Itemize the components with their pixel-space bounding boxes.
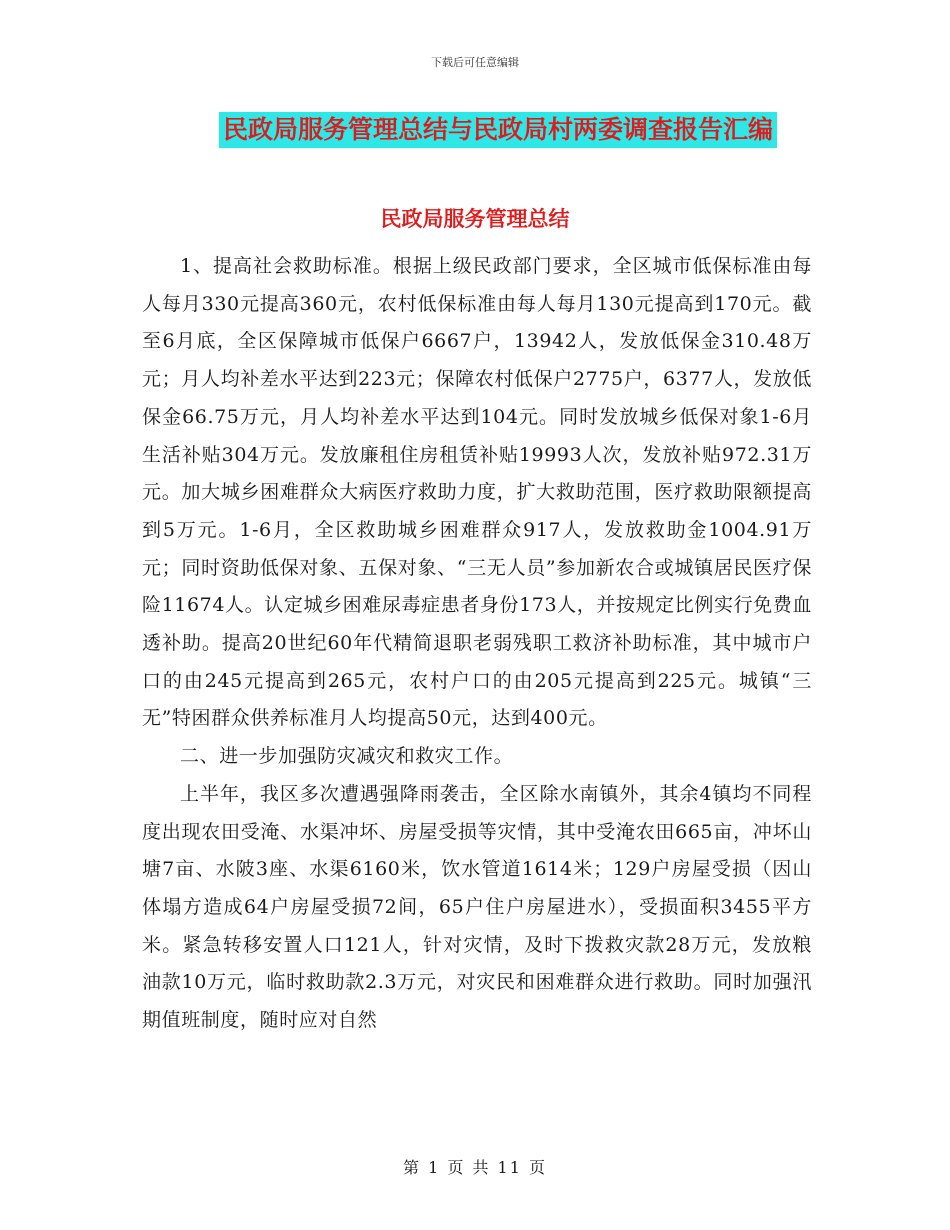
- header-note: 下载后可任意编辑: [431, 56, 519, 69]
- document-body: [142, 248, 812, 1040]
- paragraph-2: 二、进一步加强防灾减灾和救灾工作。: [180, 745, 514, 768]
- paragraph-1: 1、提高社会救助标准。根据上级民政部门要求，全区城市低保标准由每人每月330元提高360元，农村低保标准由每人每月130元提高到170元。截至6月底，全区保障城市低保户6667户，13942人，发放低保金310.48万元；月人均补差水平达到223元；保障农村低保户2775户，6377人，发放低保金66.75万元，月人均补差水平达到104元。同时发放城乡低保对象1-6月生活补贴304万元。发放廉租住房租赁补贴19993人次，发放补贴972.31万元。加大城乡困难群众大病医疗救助力度，扩大救助范围，医疗救助限额提高到5万元。1-6月，全区救助城乡困难群众917人，发放救助金1004.91万元；同时资助低保对象、五保对象、“三无人员”参加新农合或城镇居民医疗保险11674人。认定城乡困难尿毒症患者身份173人，并按规定比例实行免费血透补助。提高20世纪60年代精简退职老弱残职工救济补助标准，其中城市户口的由245元提高到265元，农村户口的由205元提高到225元。城镇“三无”特困群众供养标准月人均提高50元，达到400元。: [142, 255, 812, 730]
- main-title-wrap: [0, 112, 950, 148]
- page-footer: 第 1 页 共 11 页: [403, 1158, 547, 1177]
- document-title: 民政局服务管理总结与民政局村两委调查报告汇编: [219, 112, 777, 148]
- paragraph-3: 上半年，我区多次遭遇强降雨袭击，全区除水南镇外，其余4镇均不同程度出现农田受淹、水渠冲坏、房屋受损等灾情，其中受淹农田665亩，冲坏山塘7亩、水陂3座、水渠6160米，饮水管道1614米；129户房屋受损（因山体塌方造成64户房屋受损72间，65户住户房屋进水），受损面积3455平方米。紧急转移安置人口121人，针对灾情，及时下拨救灾款28万元，发放粮油款10万元，临时救助款2.3万元，对灾民和困难群众进行救助。同时加强汛期值班制度，随时应对自然: [142, 782, 812, 1032]
- section-title: 民政局服务管理总结: [380, 207, 570, 231]
